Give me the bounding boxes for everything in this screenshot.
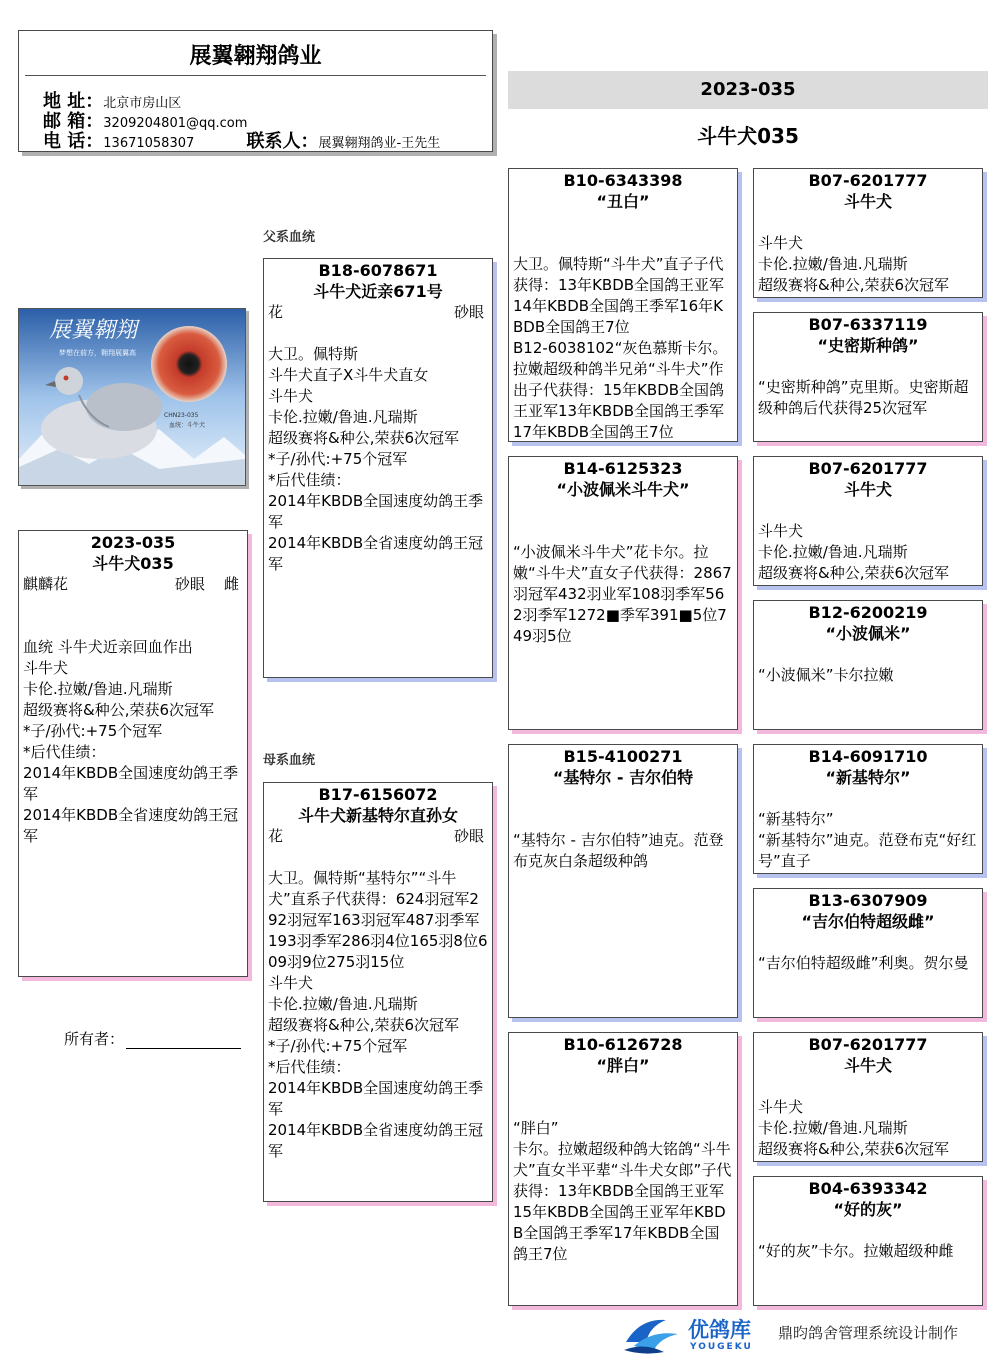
pigeon-photo <box>18 308 246 486</box>
header-divider <box>25 75 486 76</box>
dam-ring-number: B17-6156072 <box>318 785 438 804</box>
dam-color: 花 <box>268 827 284 845</box>
main-eye: 砂眼 <box>174 575 205 593</box>
dam-name: 斗牛犬新基特尔直孙女 <box>297 806 458 825</box>
gen3-name: “小波佩米斗牛犬” <box>556 480 690 499</box>
contact-label: 联系人： <box>246 131 319 152</box>
main-sex: 雌 <box>223 575 239 593</box>
pigeon-name-title: 斗牛犬035 <box>697 124 799 148</box>
address-label: 地 址： <box>43 91 104 112</box>
gen3-name: “胖白” <box>596 1056 650 1075</box>
gen4-card <box>753 600 983 730</box>
gen4-ring-number: B07-6337119 <box>808 315 928 334</box>
gen4-name: “新基特尔” <box>825 768 911 787</box>
main-color: 麒麟花 <box>23 575 69 593</box>
gen3-description: “小波佩米斗牛犬”花卡尔。拉嫩“斗牛犬”直女子代获得：2867羽冠军432羽业军108羽季军562羽季军1272■季军391■5位749羽5位 <box>513 543 732 645</box>
gen4-name: “史密斯种鸽” <box>817 336 919 355</box>
address-value: 北京市房山区 <box>103 96 182 111</box>
sire-color: 花 <box>268 303 284 321</box>
phone-row <box>43 127 441 152</box>
gen4-name: “小波佩米” <box>825 624 911 643</box>
sire-eye: 砂眼 <box>453 303 484 321</box>
gen4-ring-number: B07-6201777 <box>808 459 928 478</box>
gen4-name: 斗牛犬 <box>843 192 892 211</box>
gen4-card <box>753 456 983 586</box>
footer <box>620 1312 990 1356</box>
dam-description: 大卫。佩特斯“基特尔”“斗牛犬”直系子代获得：624羽冠军292羽冠军163羽冠军487羽季军193羽季军286羽4位165羽8位609羽9位275羽15位 斗牛犬 卡伦.拉嫩/鲁迪.凡瑞斯 超级赛将&种公,荣获6次冠军 *子/孙代:+75个冠军 *后代佳绩： 2014年KBDB全国速度幼鸽王季军 2014年KBDB全省速度幼鸽王冠军 <box>268 869 488 1160</box>
main-eye-sex <box>175 574 239 595</box>
gen4-card <box>753 1032 983 1162</box>
email-row <box>43 107 248 132</box>
granddam-maternal-card <box>508 1032 738 1306</box>
main-pigeon-name: 斗牛犬035 <box>92 554 174 573</box>
photo-strain-text: 血统：斗牛犬 <box>169 422 206 429</box>
gen4-description: 斗牛犬 卡伦.拉嫩/鲁迪.凡瑞斯 超级赛将&种公,荣获6次冠军 <box>758 234 950 294</box>
granddam-paternal-card <box>508 456 738 730</box>
gen4-description: “史密斯种鸽”克里斯。史密斯超级种鸽后代获得25次冠军 <box>758 378 969 417</box>
gen4-description: 斗牛犬 卡伦.拉嫩/鲁迪.凡瑞斯 超级赛将&种公,荣获6次冠军 <box>758 522 950 582</box>
gen3-ring-number: B14-6125323 <box>563 459 683 478</box>
phone-label: 电 话： <box>43 131 104 152</box>
dam-card <box>263 782 493 1202</box>
brand-name: 优鸽库 <box>688 1318 751 1342</box>
gen4-description: 斗牛犬 卡伦.拉嫩/鲁迪.凡瑞斯 超级赛将&种公,荣获6次冠军 <box>758 1098 950 1158</box>
dam-line-caption: 母系血统 <box>263 753 316 768</box>
brand-name-en: YOUGEKU <box>690 1342 753 1352</box>
sire-ring-number: B18-6078671 <box>318 261 438 280</box>
dam-attributes <box>264 826 492 847</box>
grandsire-maternal-card <box>508 744 738 1018</box>
pigeon-photo-image <box>19 309 245 485</box>
gen4-description: “小波佩米”卡尔拉嫩 <box>758 666 894 684</box>
gen3-name: “基特尔 - 吉尔伯特 <box>552 768 694 787</box>
main-pigeon-card <box>18 530 248 977</box>
main-ring-number: 2023-035 <box>90 533 176 552</box>
gen4-card <box>753 312 983 442</box>
gen3-ring-number: B10-6343398 <box>563 171 683 190</box>
phone-value: 13671058307 <box>103 136 195 151</box>
sire-name: 斗牛犬近亲671号 <box>313 282 443 301</box>
gen4-description: “好的灰”卡尔。拉嫩超级种雌 <box>758 1242 954 1260</box>
gen4-card <box>753 168 983 298</box>
gen4-card <box>753 1176 983 1306</box>
grandsire-paternal-card <box>508 168 738 442</box>
gen4-ring-number: B12-6200219 <box>808 603 928 622</box>
gen3-ring-number: B15-4100271 <box>563 747 683 766</box>
address-row <box>43 87 182 112</box>
contact-value: 展翼翱翔鸽业-王先生 <box>318 136 441 151</box>
gen3-description: 大卫。佩特斯“斗牛犬”直子子代获得：13年KBDB全国鸽王亚军14年KBDB全国鸽王季军16年KBDB全国鸽王7位 B12-6038102“灰色慕斯卡尔。拉嫩超级种鸽半兄弟“斗牛犬”作出子代获得：15年KBDB全国鸽王亚军13年KBDB全国鸽王季军17年KBDB全国鸽王7位 <box>513 255 728 441</box>
ring-number-band: 2023-035 <box>508 71 988 109</box>
gen4-name: 斗牛犬 <box>843 1056 892 1075</box>
yougeku-logo-icon <box>620 1312 684 1356</box>
gen4-name: 斗牛犬 <box>843 480 892 499</box>
gen4-ring-number: B07-6201777 <box>808 171 928 190</box>
main-description: 血统 斗牛犬近亲回血作出 斗牛犬 卡伦.拉嫩/鲁迪.凡瑞斯 超级赛将&种公,荣获6次冠军 *子/孙代:+75个冠军 *后代佳绩： 2014年KBDB全国速度幼鸽王季军 2014年KBDB全省速度幼鸽王冠军 <box>23 638 239 845</box>
gen3-ring-number: B10-6126728 <box>563 1035 683 1054</box>
gen4-name: “吉尔伯特超级雌” <box>801 912 935 931</box>
gen4-description: “吉尔伯特超级雌”利奥。贺尔曼 <box>758 954 969 972</box>
email-value: 3209204801@qq.com <box>103 116 248 131</box>
breeder-header <box>18 30 493 152</box>
gen3-description: “基特尔 - 吉尔伯特”迪克。范登布克灰白条超级种鸽 <box>513 831 724 870</box>
owner-signature-line <box>126 1034 241 1049</box>
gen4-card <box>753 744 983 874</box>
sire-card <box>263 258 493 678</box>
gen4-description: “新基特尔” “新基特尔”迪克。范登布克“好红号”直子 <box>758 810 977 870</box>
photo-headline: 展翼翱翔 <box>49 318 138 343</box>
photo-tagline: 梦想在前方，翱翔展翼高 <box>59 349 136 357</box>
gen3-description: “胖白” 卡尔。拉嫩超级种鸽大铭鸽“斗牛犬”直女半平辈“斗牛犬女郎”子代获得：13年KBDB全国鸽王亚军15年KBDB全国鸽王亚军年KBDB全国鸽王季军17年KBDB全国鸽王7位 <box>513 1119 732 1263</box>
made-by-text: 鼎昀鸽舍管理系统设计制作 <box>778 1324 959 1342</box>
dam-eye: 砂眼 <box>453 827 484 845</box>
gen4-ring-number: B13-6307909 <box>808 891 928 910</box>
main-attributes <box>19 574 247 595</box>
photo-ring-text: CHN23-035 <box>164 412 199 419</box>
gen4-name: “好的灰” <box>833 1200 903 1219</box>
gen3-name: “丑白” <box>596 192 650 211</box>
gen4-ring-number: B07-6201777 <box>808 1035 928 1054</box>
sire-line-caption: 父系血统 <box>263 230 316 245</box>
owner-field <box>64 1028 241 1049</box>
company-name: 展翼翱翔鸽业 <box>189 44 322 69</box>
sire-attributes <box>264 302 492 323</box>
gen4-ring-number: B14-6091710 <box>808 747 928 766</box>
email-label: 邮 箱： <box>43 111 104 132</box>
owner-label: 所有者： <box>64 1030 125 1048</box>
gen4-ring-number: B04-6393342 <box>808 1179 928 1198</box>
gen4-card <box>753 888 983 1018</box>
sire-description: 大卫。佩特斯 斗牛犬直子X斗牛犬直女 斗牛犬 卡伦.拉嫩/鲁迪.凡瑞斯 超级赛将&种公,荣获6次冠军 *子/孙代:+75个冠军 *后代佳绩： 2014年KBDB全国速度幼鸽王季军 2014年KBDB全省速度幼鸽王冠军 <box>268 345 484 573</box>
